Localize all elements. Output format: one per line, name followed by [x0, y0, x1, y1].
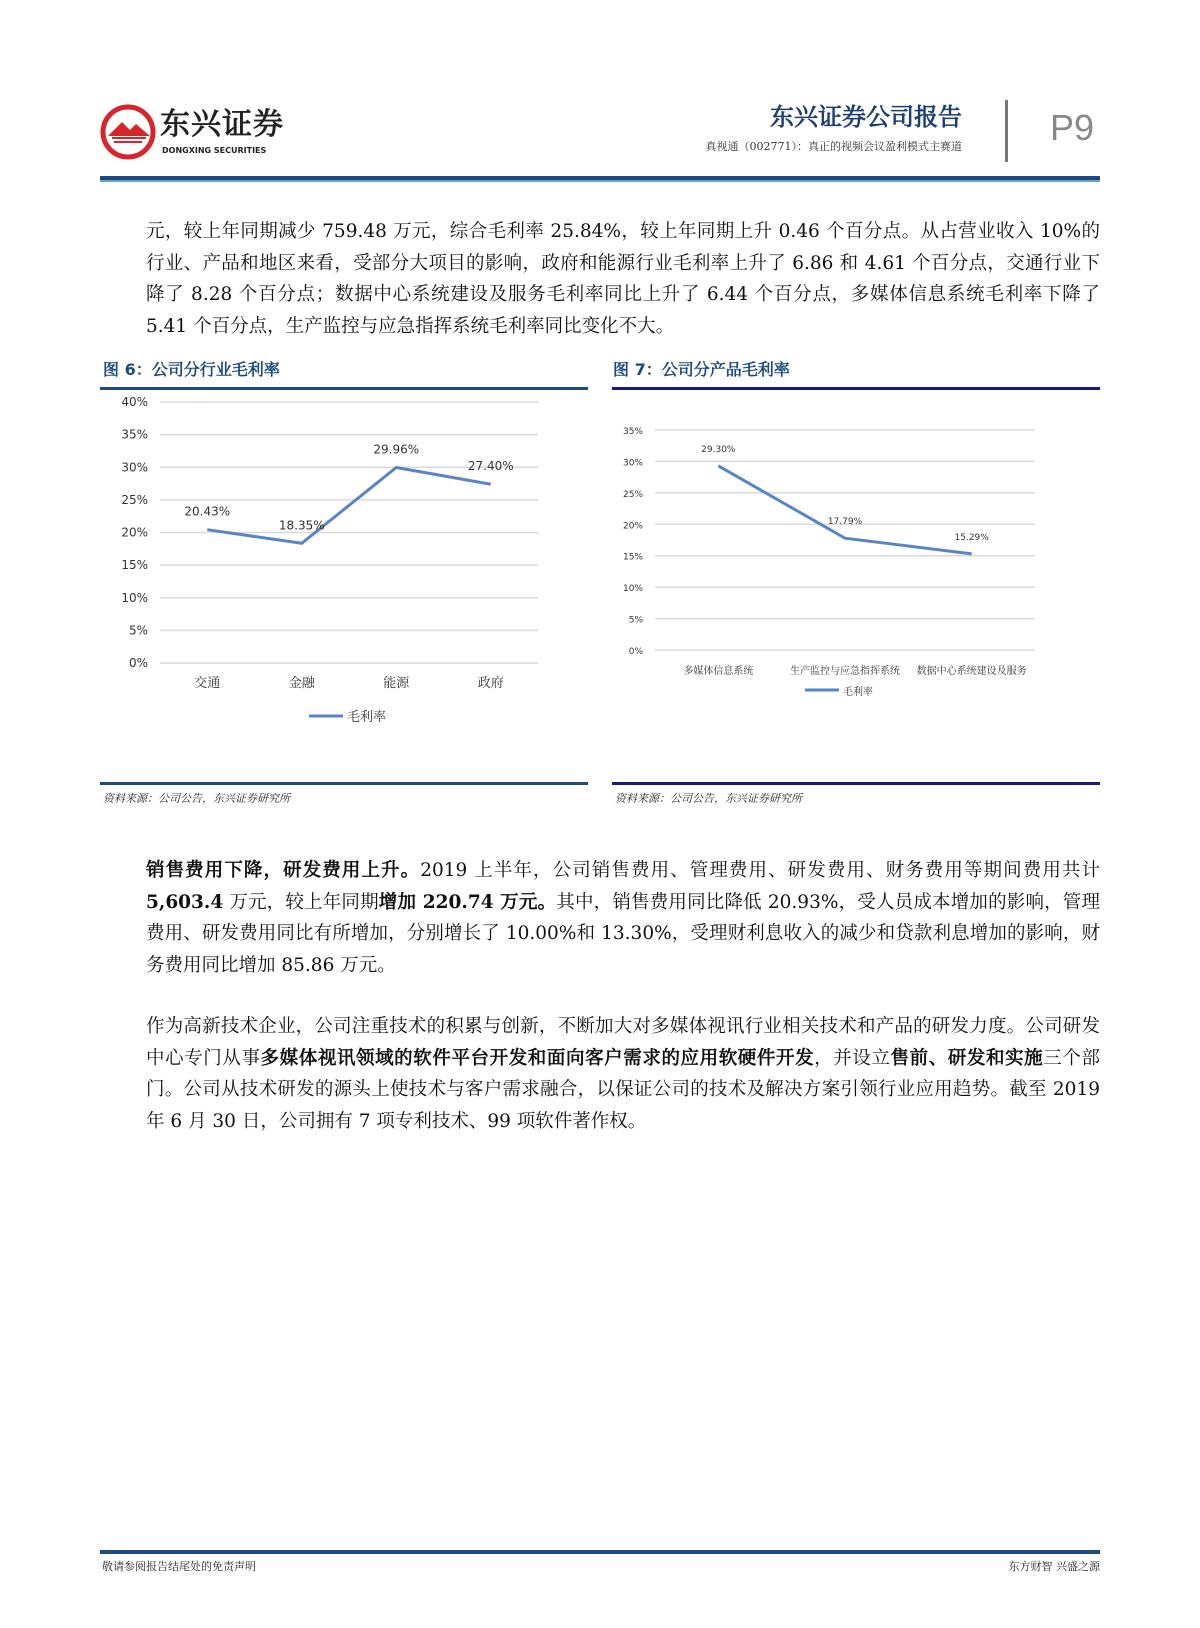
p2-bold-2: 5,603.4	[146, 891, 224, 913]
y-tick-label: 25%	[121, 492, 148, 507]
data-label: 18.35%	[278, 518, 325, 533]
figure-6-title: 图 6：公司分行业毛利率	[103, 360, 280, 379]
p3-text-a: 作为高新技术企业，公司注重技术的积累与创新，不断加大对多媒体视讯行业相关技术和产品的研发力度。公司研发中心专门从事	[146, 1016, 1100, 1069]
footer-slogan: 东方财智 兴盛之源	[1008, 1560, 1100, 1573]
y-tick-label: 30%	[121, 460, 148, 475]
p2-text-a: 2019 上半年，公司销售费用、管理费用、研发费用、财务费用等期间费用共计	[420, 860, 1100, 881]
p2-bold-3: 增加 220.74 万元。	[378, 891, 557, 913]
x-tick-label: 生产监控与应急指挥系统	[790, 666, 900, 677]
logo-subtext: DONGXING SECURITIES	[162, 146, 267, 155]
data-label: 15.29%	[954, 532, 989, 543]
y-tick-label: 10%	[622, 584, 643, 595]
y-tick-label: 30%	[622, 458, 643, 469]
y-tick-label: 0%	[128, 656, 148, 670]
figure-7-title: 图 7：公司分产品毛利率	[613, 360, 790, 379]
y-tick-label: 20%	[622, 521, 643, 532]
series-line	[718, 466, 971, 554]
data-label: 27.40%	[467, 459, 514, 474]
x-tick-label: 多媒体信息系统	[683, 666, 754, 677]
figure-7-bottom-rule	[612, 782, 1100, 785]
report-title: 东兴证券公司报告	[770, 103, 962, 131]
figure-7-source: 资料来源：公司公告，东兴证券研究所	[615, 792, 802, 805]
data-label: 20.43%	[184, 504, 231, 519]
x-tick-label: 政府	[477, 676, 504, 691]
footer-disclaimer: 敬请参阅报告结尾处的免责声明	[102, 1560, 256, 1573]
y-tick-label: 15%	[622, 552, 643, 563]
figures-row	[100, 360, 1100, 810]
x-tick-label: 交通	[194, 676, 221, 691]
y-tick-label: 35%	[121, 427, 148, 442]
paragraph-1: 元，较上年同期减少 759.48 万元，综合毛利率 25.84%，较上年同期上升 0.46 个百分点。从占营业收入 10%的行业、产品和地区来看，受部分大项目的影响，政府和能源行业毛利率上升了 6.86 和 4.61 个百分点，交通行业下降了 8.28 个百分点；数据中心系统建设及服务毛利率同比上升了 6.44 个百分点，多媒体信息系统毛利率下降了 5.41 个百分点，生产监控与应急指挥系统毛利率同比变化不大。	[146, 221, 1100, 337]
report-subtitle: 真视通（002771）：真正的视频会议盈利模式主赛道	[705, 140, 962, 153]
p2-bold-1: 销售费用下降，研发费用上升。	[146, 860, 421, 881]
y-tick-label: 40%	[121, 395, 148, 409]
x-tick-label: 数据中心系统建设及服务	[916, 666, 1027, 677]
p3-text-b: ，并设立	[814, 1047, 891, 1069]
footer-rule	[100, 1550, 1100, 1554]
y-tick-label: 35%	[622, 427, 643, 437]
x-tick-label: 金融	[288, 676, 315, 691]
figure-6-source: 资料来源：公司公告，东兴证券研究所	[103, 792, 290, 805]
p3-text-c: 三个部门。公司从技术研发的源头上使技术与客户需求融合，以保证公司的技术及解决方案引领行业应用趋势。截至 2019 年 6 月 30 日，公司拥有 7 项专利技术、99 项软件著作权。	[146, 1047, 1100, 1132]
y-tick-label: 0%	[628, 647, 643, 657]
p2-text-b: 万元，较上年同期	[223, 891, 379, 913]
header-rule	[100, 176, 1100, 182]
paragraph-3	[146, 1011, 1100, 1137]
chart-product-margin	[612, 390, 1100, 780]
x-tick-label: 能源	[383, 676, 410, 691]
y-tick-label: 25%	[622, 489, 643, 500]
y-tick-label: 5%	[628, 615, 643, 626]
legend-label: 毛利率	[347, 710, 387, 725]
content-column	[100, 216, 1100, 1137]
header-divider	[1005, 100, 1008, 162]
chart-industry-margin	[100, 390, 588, 780]
p3-bold-2: 售前、研发和实施	[890, 1047, 1044, 1069]
data-label: 29.30%	[701, 444, 736, 455]
p3-bold-1: 多媒体视讯领域的软件平台开发和面向客户需求的应用软硬件开发	[260, 1047, 815, 1069]
legend-label: 毛利率	[843, 687, 873, 698]
figure-6-bottom-rule	[100, 782, 588, 785]
y-tick-label: 10%	[121, 590, 148, 605]
data-label: 17.79%	[827, 517, 863, 528]
y-tick-label: 15%	[121, 558, 148, 573]
logo-text: 东兴证券	[160, 108, 284, 141]
p2-text-c: 其中，销售费用同比降低 20.93%，受人员成本增加的影响，管理费用、研发费用同比有所增加，分别增长了 10.00%和 13.30%，受理财利息收入的减少和贷款利息增加的影响，财务费用同比增加 85.86 万元。	[146, 891, 1100, 976]
page-number: P9	[1050, 107, 1095, 148]
y-tick-label: 5%	[128, 623, 148, 638]
y-tick-label: 20%	[121, 525, 148, 540]
paragraph-2	[146, 855, 1100, 981]
data-label: 29.96%	[373, 442, 420, 457]
logo-icon	[100, 104, 156, 160]
